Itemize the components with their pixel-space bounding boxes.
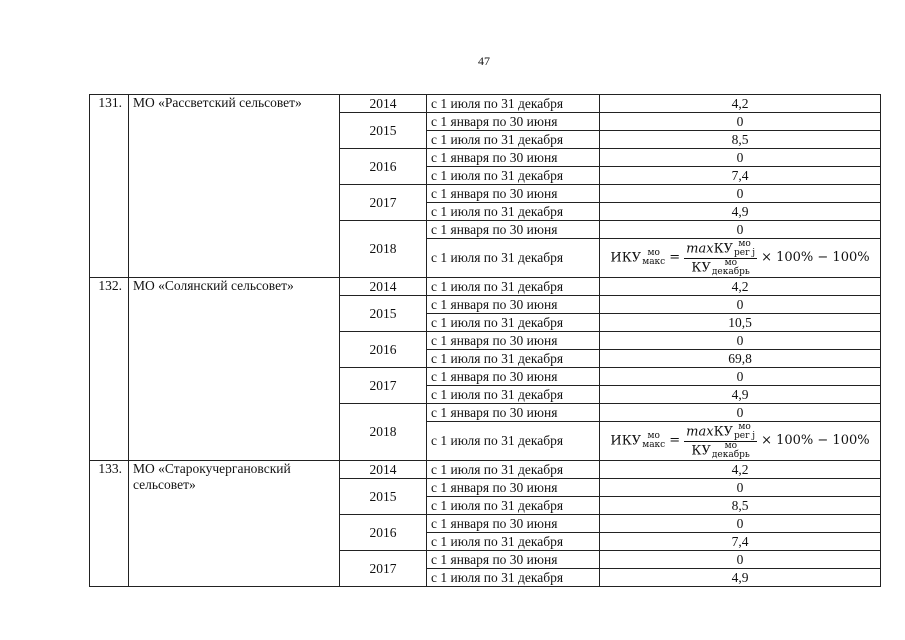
formula-numerator <box>684 423 757 442</box>
formula-den-sub: декабрь <box>711 266 750 277</box>
year-cell: 2016 <box>340 149 427 185</box>
formula-num-prefix: max <box>686 241 714 256</box>
formula-lhs-sub: макс <box>642 440 666 450</box>
value-cell: 4,9 <box>600 386 881 404</box>
period-cell: с 1 января по 30 июня <box>427 332 600 350</box>
period-cell: с 1 июля по 31 декабря <box>427 386 600 404</box>
year-cell: 2014 <box>340 95 427 113</box>
municipality-name: МО «Солянский сельсовет» <box>129 278 340 461</box>
period-cell: с 1 июля по 31 декабря <box>427 167 600 185</box>
municipality-name: МО «Рассветский сельсовет» <box>129 95 340 278</box>
year-cell: 2015 <box>340 296 427 332</box>
value-cell: 10,5 <box>600 314 881 332</box>
year-cell: 2017 <box>340 368 427 404</box>
table-row <box>90 278 881 296</box>
formula-rhs: × 100% − 100% <box>761 250 870 265</box>
period-cell: с 1 июля по 31 декабря <box>427 350 600 368</box>
period-cell: с 1 июля по 31 декабря <box>427 461 600 479</box>
row-number: 133. <box>90 461 129 587</box>
formula-lhs-main: ИКУ <box>610 250 642 266</box>
formula-num-main: КУ <box>713 424 734 439</box>
year-cell: 2018 <box>340 221 427 278</box>
value-cell: 4,2 <box>600 461 881 479</box>
period-cell: с 1 января по 30 июня <box>427 149 600 167</box>
formula-fraction <box>684 240 757 277</box>
formula-lhs-indices <box>642 249 665 267</box>
value-cell: 4,9 <box>600 569 881 587</box>
formula-num-sub: per j <box>734 430 756 441</box>
formula-num-sup: мо <box>738 421 751 432</box>
formula-lhs-sub: макс <box>642 257 666 267</box>
year-cell: 2014 <box>340 461 427 479</box>
row-number: 132. <box>90 278 129 461</box>
period-cell: с 1 июля по 31 декабря <box>427 533 600 551</box>
period-cell: с 1 июля по 31 декабря <box>427 131 600 149</box>
formula-num-sup: мо <box>738 238 751 249</box>
formula-rhs: × 100% − 100% <box>761 433 870 448</box>
year-cell: 2016 <box>340 515 427 551</box>
year-cell: 2015 <box>340 479 427 515</box>
value-cell: 4,9 <box>600 203 881 221</box>
value-cell: 0 <box>600 551 881 569</box>
formula-num-main: КУ <box>713 241 734 256</box>
formula-lhs-sup: мо <box>647 431 660 441</box>
value-cell: 0 <box>600 479 881 497</box>
period-cell: с 1 июля по 31 декабря <box>427 203 600 221</box>
formula-den-sub: декабрь <box>711 449 750 460</box>
formula-num-indices <box>734 423 755 441</box>
year-cell: 2017 <box>340 551 427 587</box>
value-cell: 0 <box>600 332 881 350</box>
formula-fraction <box>684 423 757 460</box>
formula-denominator <box>689 442 751 460</box>
formula-num-prefix: max <box>686 424 714 439</box>
period-cell: с 1 января по 30 июня <box>427 551 600 569</box>
formula-lhs <box>610 249 665 267</box>
value-cell: 0 <box>600 368 881 386</box>
value-cell: 7,4 <box>600 533 881 551</box>
year-cell: 2015 <box>340 113 427 149</box>
period-cell: с 1 января по 30 июня <box>427 185 600 203</box>
value-cell: 7,4 <box>600 167 881 185</box>
formula-equals: = <box>669 433 681 448</box>
page-number: 47 <box>478 54 490 68</box>
value-cell: 4,2 <box>600 95 881 113</box>
year-cell: 2018 <box>340 404 427 461</box>
value-cell: 0 <box>600 113 881 131</box>
value-cell: 0 <box>600 515 881 533</box>
municipality-name: МО «Старокучергановский сельсовет» <box>129 461 340 587</box>
formula-den-sup: мо <box>724 440 738 451</box>
year-cell: 2014 <box>340 278 427 296</box>
value-cell: 69,8 <box>600 350 881 368</box>
value-cell: 0 <box>600 404 881 422</box>
value-cell: 0 <box>600 296 881 314</box>
period-cell: с 1 июля по 31 декабря <box>427 239 600 278</box>
value-cell: 8,5 <box>600 497 881 515</box>
formula-lhs-indices <box>642 432 665 450</box>
value-cell: 0 <box>600 185 881 203</box>
value-cell: 0 <box>600 221 881 239</box>
period-cell: с 1 июля по 31 декабря <box>427 422 600 461</box>
value-cell-formula <box>600 239 881 278</box>
formula-lhs <box>610 432 665 450</box>
formula-den-main: КУ <box>691 260 711 275</box>
formula-lhs-sup: мо <box>647 248 660 258</box>
period-cell: с 1 января по 30 июня <box>427 479 600 497</box>
value-cell: 0 <box>600 149 881 167</box>
period-cell: с 1 января по 30 июня <box>427 368 600 386</box>
formula-max-index <box>610 240 869 277</box>
formula-denominator <box>689 259 751 277</box>
period-cell: с 1 января по 30 июня <box>427 221 600 239</box>
formula-numerator <box>684 240 757 259</box>
period-cell: с 1 июля по 31 декабря <box>427 569 600 587</box>
year-cell: 2017 <box>340 185 427 221</box>
formula-num-indices <box>734 240 755 258</box>
value-cell: 8,5 <box>600 131 881 149</box>
period-cell: с 1 января по 30 июня <box>427 296 600 314</box>
formula-lhs-main: ИКУ <box>610 433 642 449</box>
tariff-index-table <box>89 94 881 587</box>
table-row <box>90 461 881 479</box>
period-cell: с 1 июля по 31 декабря <box>427 278 600 296</box>
formula-num-sub: per j <box>734 247 756 258</box>
table-row <box>90 95 881 113</box>
period-cell: с 1 января по 30 июня <box>427 515 600 533</box>
period-cell: с 1 июля по 31 декабря <box>427 95 600 113</box>
year-cell: 2016 <box>340 332 427 368</box>
formula-max-index <box>610 423 869 460</box>
period-cell: с 1 июля по 31 декабря <box>427 497 600 515</box>
formula-den-indices <box>712 259 750 277</box>
period-cell: с 1 июля по 31 декабря <box>427 314 600 332</box>
value-cell: 4,2 <box>600 278 881 296</box>
formula-den-indices <box>712 442 750 460</box>
period-cell: с 1 января по 30 июня <box>427 113 600 131</box>
period-cell: с 1 января по 30 июня <box>427 404 600 422</box>
row-number: 131. <box>90 95 129 278</box>
formula-den-sup: мо <box>724 257 738 268</box>
value-cell-formula <box>600 422 881 461</box>
formula-equals: = <box>669 250 681 265</box>
formula-den-main: КУ <box>691 443 711 458</box>
